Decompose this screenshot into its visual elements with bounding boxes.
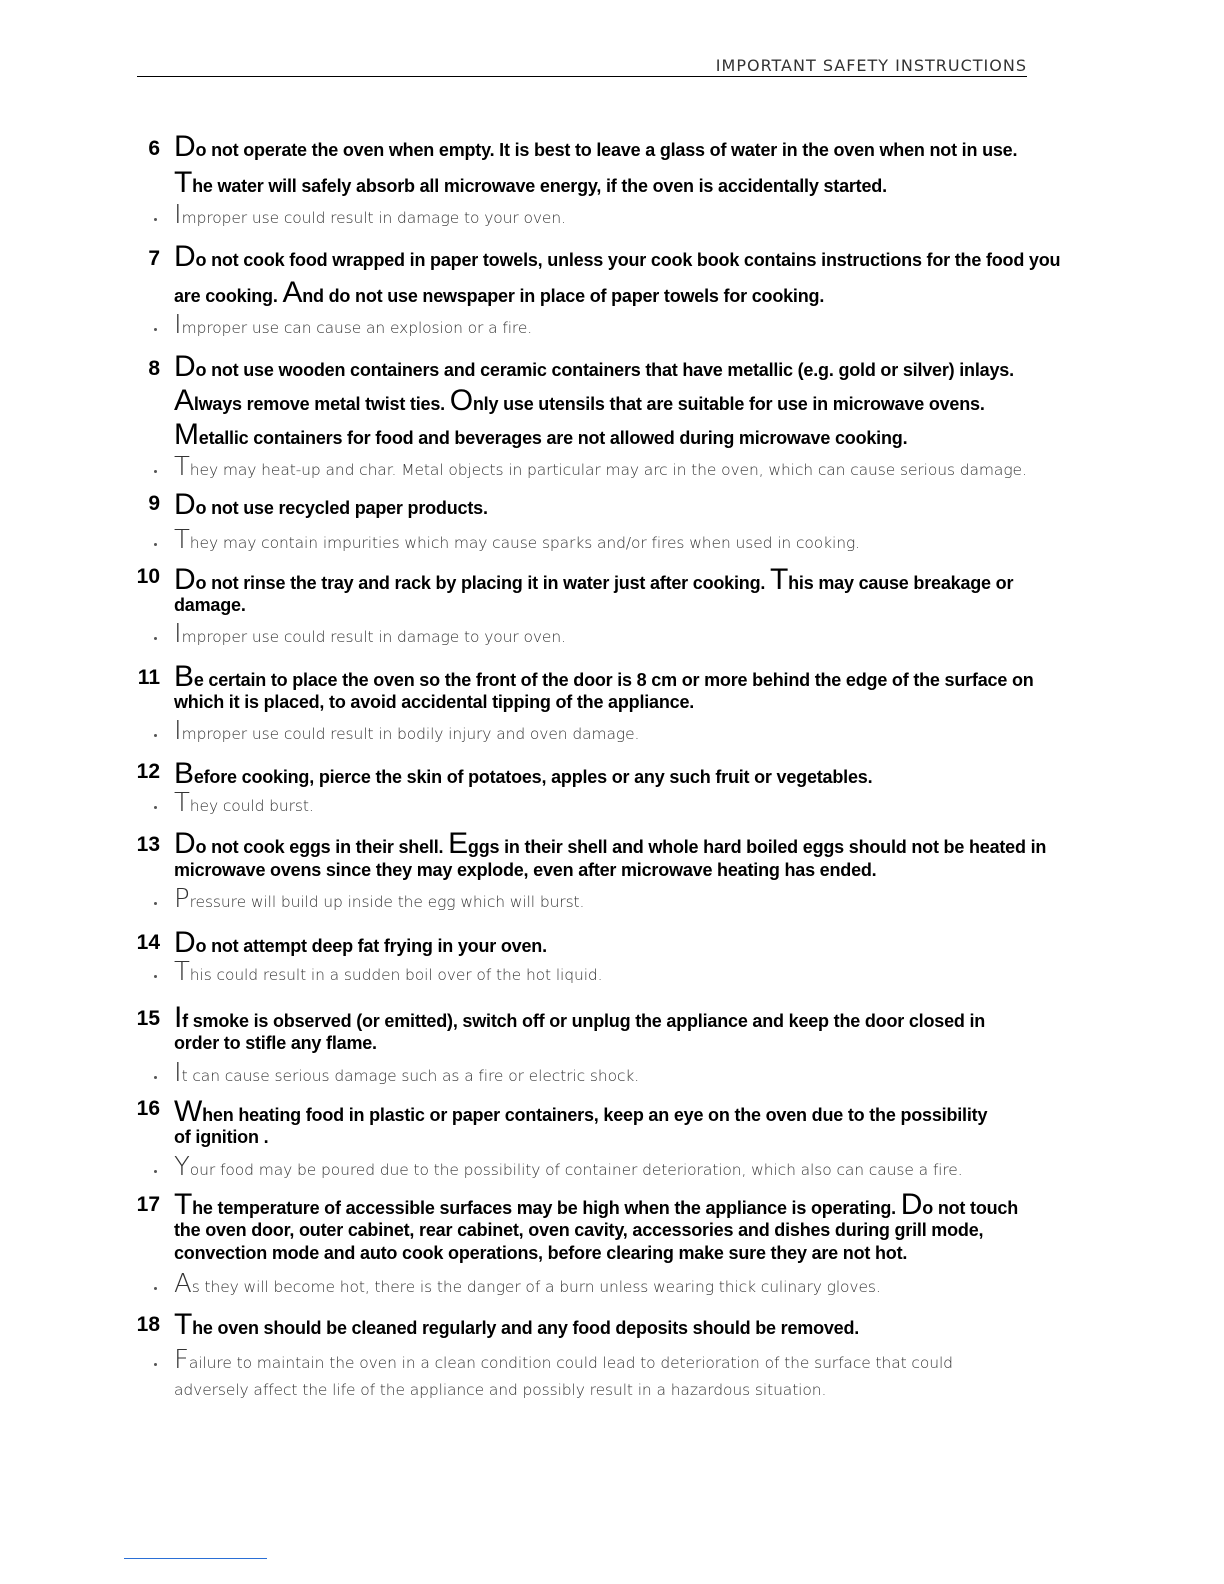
instruction-text: nly use utensils that are suitable for use in microwave ovens.	[472, 394, 985, 414]
reason-line	[174, 452, 1027, 482]
instruction-text: of ignition .	[174, 1127, 269, 1147]
bullet-dot	[154, 470, 157, 473]
initial-capital: A	[282, 276, 303, 309]
instruction-text: order to stifle any flame.	[174, 1033, 377, 1053]
instruction-text: lways remove metal twist ties.	[193, 394, 450, 414]
item-number: 15	[136, 1007, 160, 1030]
instruction-text: e certain to place the oven so the front of the door is 8 cm or more behind the edge of the surface on	[193, 670, 1034, 690]
initial-capital: I	[174, 200, 182, 230]
reason-text: our food may be poured due to the possibility of container deterioration, which also can cause a fire.	[189, 1161, 963, 1179]
initial-capital: E	[448, 827, 468, 860]
instruction-text: o not use wooden containers and ceramic containers that have metallic (e.g. gold or silver) inlays.	[195, 360, 1014, 380]
initial-capital: T	[174, 1308, 193, 1341]
item-number: 12	[136, 760, 160, 783]
initial-capital: D	[174, 240, 196, 273]
reason-line	[174, 525, 860, 555]
instruction-line	[174, 1188, 1019, 1221]
initial-capital: O	[449, 384, 473, 417]
item-number: 13	[136, 833, 160, 856]
instruction-line	[174, 166, 887, 199]
initial-capital: M	[174, 418, 199, 451]
instruction-text: which it is placed, to avoid accidental tipping of the appliance.	[174, 692, 695, 712]
item-number: 7	[148, 247, 160, 270]
item-number: 6	[148, 137, 160, 160]
reason-text: ressure will build up inside the egg which will burst.	[189, 893, 585, 911]
initial-capital: T	[174, 166, 193, 199]
instruction-text: o not rinse the tray and rack by placing it in water just after cooking.	[195, 573, 770, 593]
instruction-text: he temperature of accessible surfaces may be high when the appliance is operating.	[192, 1198, 901, 1218]
instruction-line	[174, 563, 1014, 596]
initial-capital: D	[900, 1188, 923, 1221]
instruction-line	[174, 1219, 983, 1242]
initial-capital: A	[174, 1269, 192, 1299]
reason-line	[174, 310, 533, 340]
initial-capital: I	[174, 1001, 183, 1034]
bullet-dot	[154, 1287, 157, 1290]
bullet-dot	[154, 1076, 157, 1079]
instruction-line	[174, 1095, 988, 1128]
instruction-text: he oven should be cleaned regularly and any food deposits should be removed.	[192, 1318, 860, 1338]
instruction-line	[174, 594, 246, 617]
bullet-dot	[154, 806, 157, 809]
instruction-line	[174, 1308, 860, 1341]
initial-capital: B	[174, 757, 194, 790]
instruction-line	[174, 488, 488, 521]
initial-capital: D	[174, 827, 196, 860]
initial-capital: F	[174, 1345, 189, 1375]
reason-line	[174, 1152, 963, 1182]
reason-text: hey could burst.	[189, 797, 314, 815]
reason-line	[174, 788, 314, 818]
initial-capital: T	[174, 452, 190, 482]
initial-capital: T	[174, 957, 190, 987]
instruction-line	[174, 1001, 986, 1034]
initial-capital: I	[174, 619, 182, 649]
reason-line	[174, 716, 640, 746]
instruction-line	[174, 859, 877, 882]
initial-capital: D	[174, 563, 196, 596]
reason-text: ailure to maintain the oven in a clean condition could lead to deterioration of the surface that could	[188, 1354, 953, 1372]
item-number: 16	[136, 1097, 160, 1120]
item-number: 9	[148, 492, 160, 515]
reason-text: hey may heat-up and char. Metal objects in particular may arc in the oven, which can cause serious damage.	[189, 461, 1027, 479]
instruction-text: o not cook eggs in their shell.	[195, 837, 449, 857]
initial-capital: W	[174, 1095, 203, 1128]
instruction-text: nd do not use newspaper in place of paper towels for cooking.	[302, 286, 825, 306]
item-number: 10	[136, 565, 160, 588]
reason-line	[174, 619, 566, 649]
instruction-text: microwave ovens since they may explode, even after microwave heating has ended.	[174, 860, 877, 880]
instruction-line	[174, 757, 873, 790]
initial-capital: I	[174, 310, 182, 340]
instruction-line	[174, 276, 825, 309]
instruction-text: hen heating food in plastic or paper containers, keep an eye on the oven due to the possibility	[202, 1105, 988, 1125]
reason-text: mproper use could result in damage to your oven.	[181, 209, 566, 227]
initial-capital: Y	[174, 1152, 190, 1182]
instruction-text: o not attempt deep fat frying in your oven.	[195, 936, 547, 956]
reason-text: adversely affect the life of the appliance and possibly result in a hazardous situation.	[174, 1381, 827, 1399]
item-number: 18	[136, 1313, 160, 1336]
reason-text: mproper use could result in bodily injury and oven damage.	[181, 725, 640, 743]
instruction-text: are cooking.	[174, 286, 283, 306]
reason-line	[174, 884, 585, 914]
reason-text: hey may contain impurities which may cause sparks and/or fires when used in cooking.	[189, 534, 860, 552]
initial-capital: D	[174, 350, 196, 383]
reason-text: t can cause serious damage such as a fire or electric shock.	[181, 1067, 640, 1085]
instruction-text: his may cause breakage or	[788, 573, 1014, 593]
initial-capital: D	[174, 130, 196, 163]
reason-text: his could result in a sudden boil over of the hot liquid.	[189, 966, 603, 984]
instruction-text: he water will safely absorb all microwave energy, if the oven is accidentally started.	[192, 176, 887, 196]
initial-capital: D	[174, 926, 196, 959]
initial-capital: P	[174, 884, 190, 914]
instruction-text: o not cook food wrapped in paper towels, unless your cook book contains instructions for the food you	[195, 250, 1061, 270]
instruction-line	[174, 350, 1014, 383]
reason-line	[174, 200, 566, 230]
reason-line	[174, 1058, 640, 1088]
bullet-dot	[154, 1170, 157, 1173]
bullet-dot	[154, 543, 157, 546]
instruction-line	[174, 660, 1034, 693]
initial-capital: D	[174, 488, 196, 521]
item-number: 14	[136, 931, 160, 954]
item-number: 8	[148, 357, 160, 380]
initial-capital: T	[770, 563, 789, 596]
instruction-text: efore cooking, pierce the skin of potatoes, apples or any such fruit or vegetables.	[193, 767, 873, 787]
instruction-line	[174, 418, 908, 451]
initial-capital: T	[174, 525, 190, 555]
initial-capital: T	[174, 788, 190, 818]
instruction-text: the oven door, outer cabinet, rear cabinet, oven cavity, accessories and dishes during grill mode,	[174, 1220, 984, 1240]
instruction-text: ggs in their shell and whole hard boiled eggs should not be heated in	[467, 837, 1047, 857]
instruction-line	[174, 384, 985, 417]
instruction-line	[174, 130, 1018, 163]
reason-line	[174, 1345, 953, 1375]
item-number: 17	[136, 1193, 160, 1216]
instruction-line	[174, 1032, 377, 1055]
initial-capital: I	[174, 716, 182, 746]
initial-capital: T	[174, 1188, 193, 1221]
instruction-line	[174, 240, 1061, 273]
instruction-text: damage.	[174, 595, 246, 615]
instruction-line	[174, 926, 547, 959]
header-title: IMPORTANT SAFETY INSTRUCTIONS	[715, 56, 1027, 75]
page-header	[137, 54, 1027, 77]
bullet-dot	[154, 328, 157, 331]
instruction-line	[174, 691, 694, 714]
instruction-text: o not touch	[922, 1198, 1019, 1218]
initial-capital: I	[174, 1058, 182, 1088]
instruction-text: etallic containers for food and beverages are not allowed during microwave cooking.	[198, 428, 908, 448]
reason-line	[174, 1381, 826, 1399]
reason-line	[174, 957, 603, 987]
bullet-dot	[154, 1363, 157, 1366]
reason-text: s they will become hot, there is the danger of a burn unless wearing thick culinary gloves.	[191, 1278, 881, 1296]
reason-text: mproper use can cause an explosion or a fire.	[181, 319, 533, 337]
instruction-text: o not use recycled paper products.	[195, 498, 488, 518]
item-number: 11	[137, 666, 160, 689]
instruction-text: convection mode and auto cook operations, before clearing make sure they are not hot.	[174, 1243, 908, 1263]
reason-text: mproper use could result in damage to your oven.	[181, 628, 566, 646]
reason-line	[174, 1269, 881, 1299]
bullet-dot	[154, 975, 157, 978]
bullet-dot	[154, 218, 157, 221]
instruction-line	[174, 1242, 907, 1265]
instruction-line	[174, 827, 1047, 860]
instruction-text: o not operate the oven when empty. It is best to leave a glass of water in the oven when not in use.	[195, 140, 1018, 160]
initial-capital: A	[174, 384, 194, 417]
bullet-dot	[154, 637, 157, 640]
footer-rule	[124, 1558, 267, 1559]
instruction-text: f smoke is observed (or emitted), switch off or unplug the appliance and keep the door closed in	[182, 1011, 986, 1031]
instruction-line	[174, 1126, 268, 1149]
bullet-dot	[154, 902, 157, 905]
initial-capital: B	[174, 660, 194, 693]
bullet-dot	[154, 734, 157, 737]
